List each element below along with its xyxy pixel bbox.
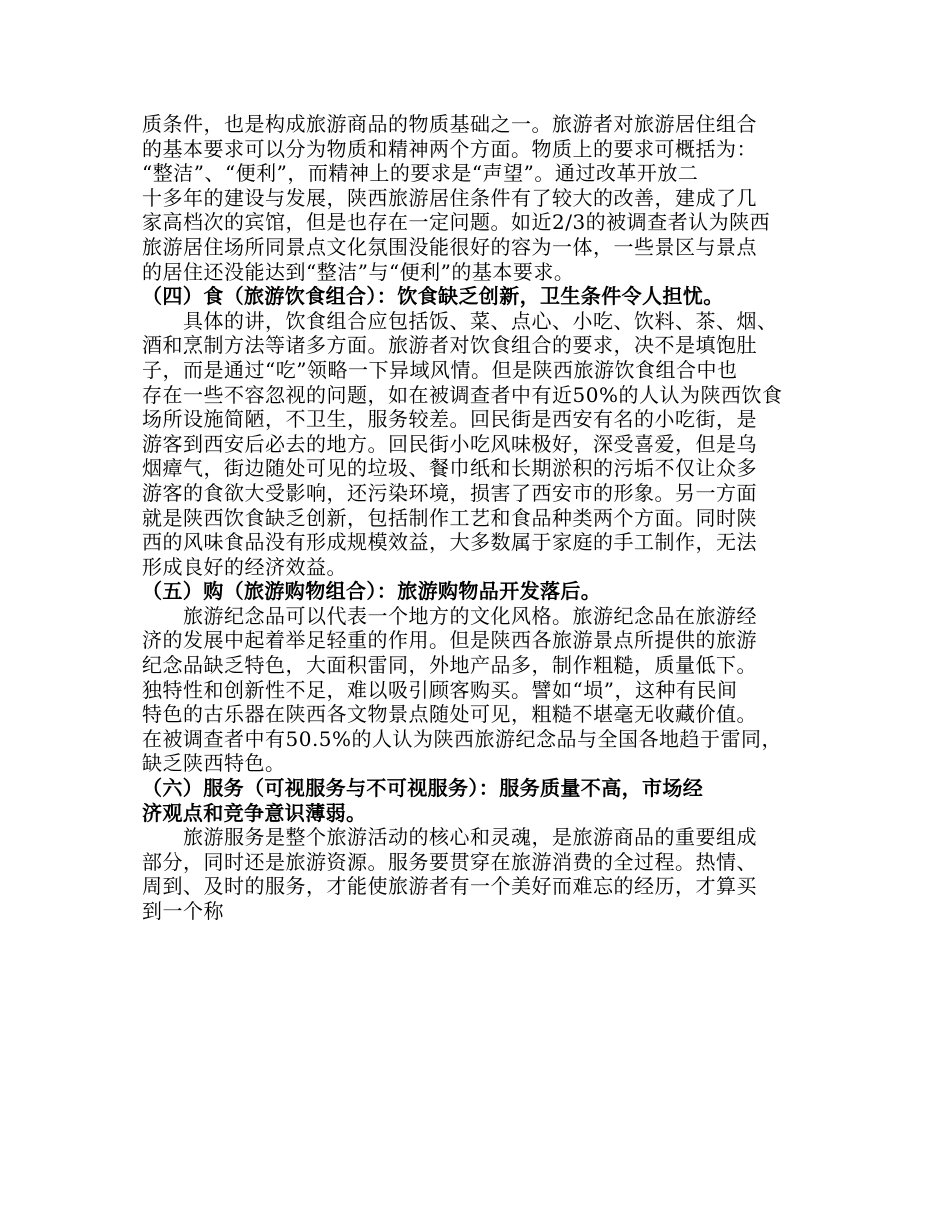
text-line: 子，而是通过“吃”领略一下异域风情。但是陕西旅游饮食组合中也 — [142, 357, 738, 382]
text-line: 游客到西安后必去的地方。回民街小吃风味极好，深受喜爱，但是乌 — [142, 431, 757, 456]
text-line: 西的风味食品没有形成规模效益，大多数属于家庭的手工制作，无法 — [142, 530, 757, 555]
section-heading-food: （四）食（旅游饮食组合）：饮食缺乏创新，卫生条件令人担忧。 — [142, 284, 724, 309]
text-line: 在被调查者中有50.5%的人认为陕西旅游纪念品与全国各地趋于雷同， — [142, 726, 783, 751]
text-line: 济的发展中起着举足轻重的作用。但是陕西各旅游景点所提供的旅游 — [142, 628, 757, 653]
text-line: 就是陕西饮食缺乏创新，包括制作工艺和食品种类两个方面。同时陕 — [142, 505, 757, 530]
text-line: 质条件，也是构成旅游商品的物质基础之一。旅游者对旅游居住组合 — [142, 112, 757, 136]
text-line: 特色的古乐器在陕西各文物景点随处可见，粗糙不堪毫无收藏价值。 — [142, 702, 757, 727]
text-line: 家高档次的宾馆，但是也存在一定问题。如近2/3的被调查者认为陕西 — [142, 210, 771, 235]
text-line: 旅游居住场所同景点文化氛围没能很好的容为一体，一些景区与景点 — [142, 234, 757, 259]
paragraph-first-line: 具体的讲，饮食组合应包括饭、菜、点心、小吃、饮料、茶、烟、 — [183, 308, 778, 333]
text-line: 烟瘴气，街边随处可见的垃圾、餐巾纸和长期淤积的污垢不仅让众多 — [142, 456, 757, 481]
text-line: 的居住还没能达到“整洁”与“便利”的基本要求。 — [142, 259, 575, 284]
text-line: 纪念品缺乏特色，大面积雷同，外地产品多，制作粗糙，质量低下。 — [142, 653, 757, 678]
text-line: 十多年的建设与发展，陕西旅游居住条件有了较大的改善，建成了几 — [142, 185, 757, 210]
section-heading-shopping: （五）购（旅游购物组合）：旅游购物品开发落后。 — [142, 579, 602, 604]
section-heading-service: （六）服务（可视服务与不可视服务）：服务质量不高，市场经 — [142, 776, 704, 801]
text-line: 形成良好的经济效益。 — [142, 554, 347, 579]
text-line: 场所设施简陋，不卫生，服务较差。回民街是西安有名的小吃街，是 — [142, 407, 757, 432]
text-line: 部分，同时还是旅游资源。服务要贯穿在旅游消费的全过程。热情、 — [142, 849, 757, 874]
paragraph-first-line: 旅游纪念品可以代表一个地方的文化风格。旅游纪念品在旅游经 — [183, 603, 757, 628]
text-line: “整洁”、“便利”，而精神上的要求是“声望”。通过改革开放二 — [142, 161, 699, 186]
text-line: 的基本要求可以分为物质和精神两个方面。物质上的要求可概括为： — [142, 136, 757, 161]
text-line: 存在一些不容忽视的问题，如在被调查者中有近50%的人认为陕西饮食 — [142, 382, 783, 407]
document-page — [142, 112, 826, 924]
section-heading-service-cont: 济观点和竞争意识薄弱。 — [142, 800, 367, 825]
text-line: 缺乏陕西特色。 — [142, 751, 286, 776]
text-line: 游客的食欲大受影响，还污染环境，损害了西安市的形象。另一方面 — [142, 480, 757, 505]
text-line: 周到、及时的服务，才能使旅游者有一个美好而难忘的经历，才算买 — [142, 874, 757, 899]
text-line: 到一个称 — [142, 899, 224, 923]
paragraph-first-line: 旅游服务是整个旅游活动的核心和灵魂，是旅游商品的重要组成 — [183, 825, 757, 850]
text-line: 独特性和创新性不足，难以吸引顾客购买。譬如“埙”，这种有民间 — [142, 677, 738, 702]
text-line: 酒和烹制方法等诸多方面。旅游者对饮食组合的要求，决不是填饱肚 — [142, 333, 757, 358]
